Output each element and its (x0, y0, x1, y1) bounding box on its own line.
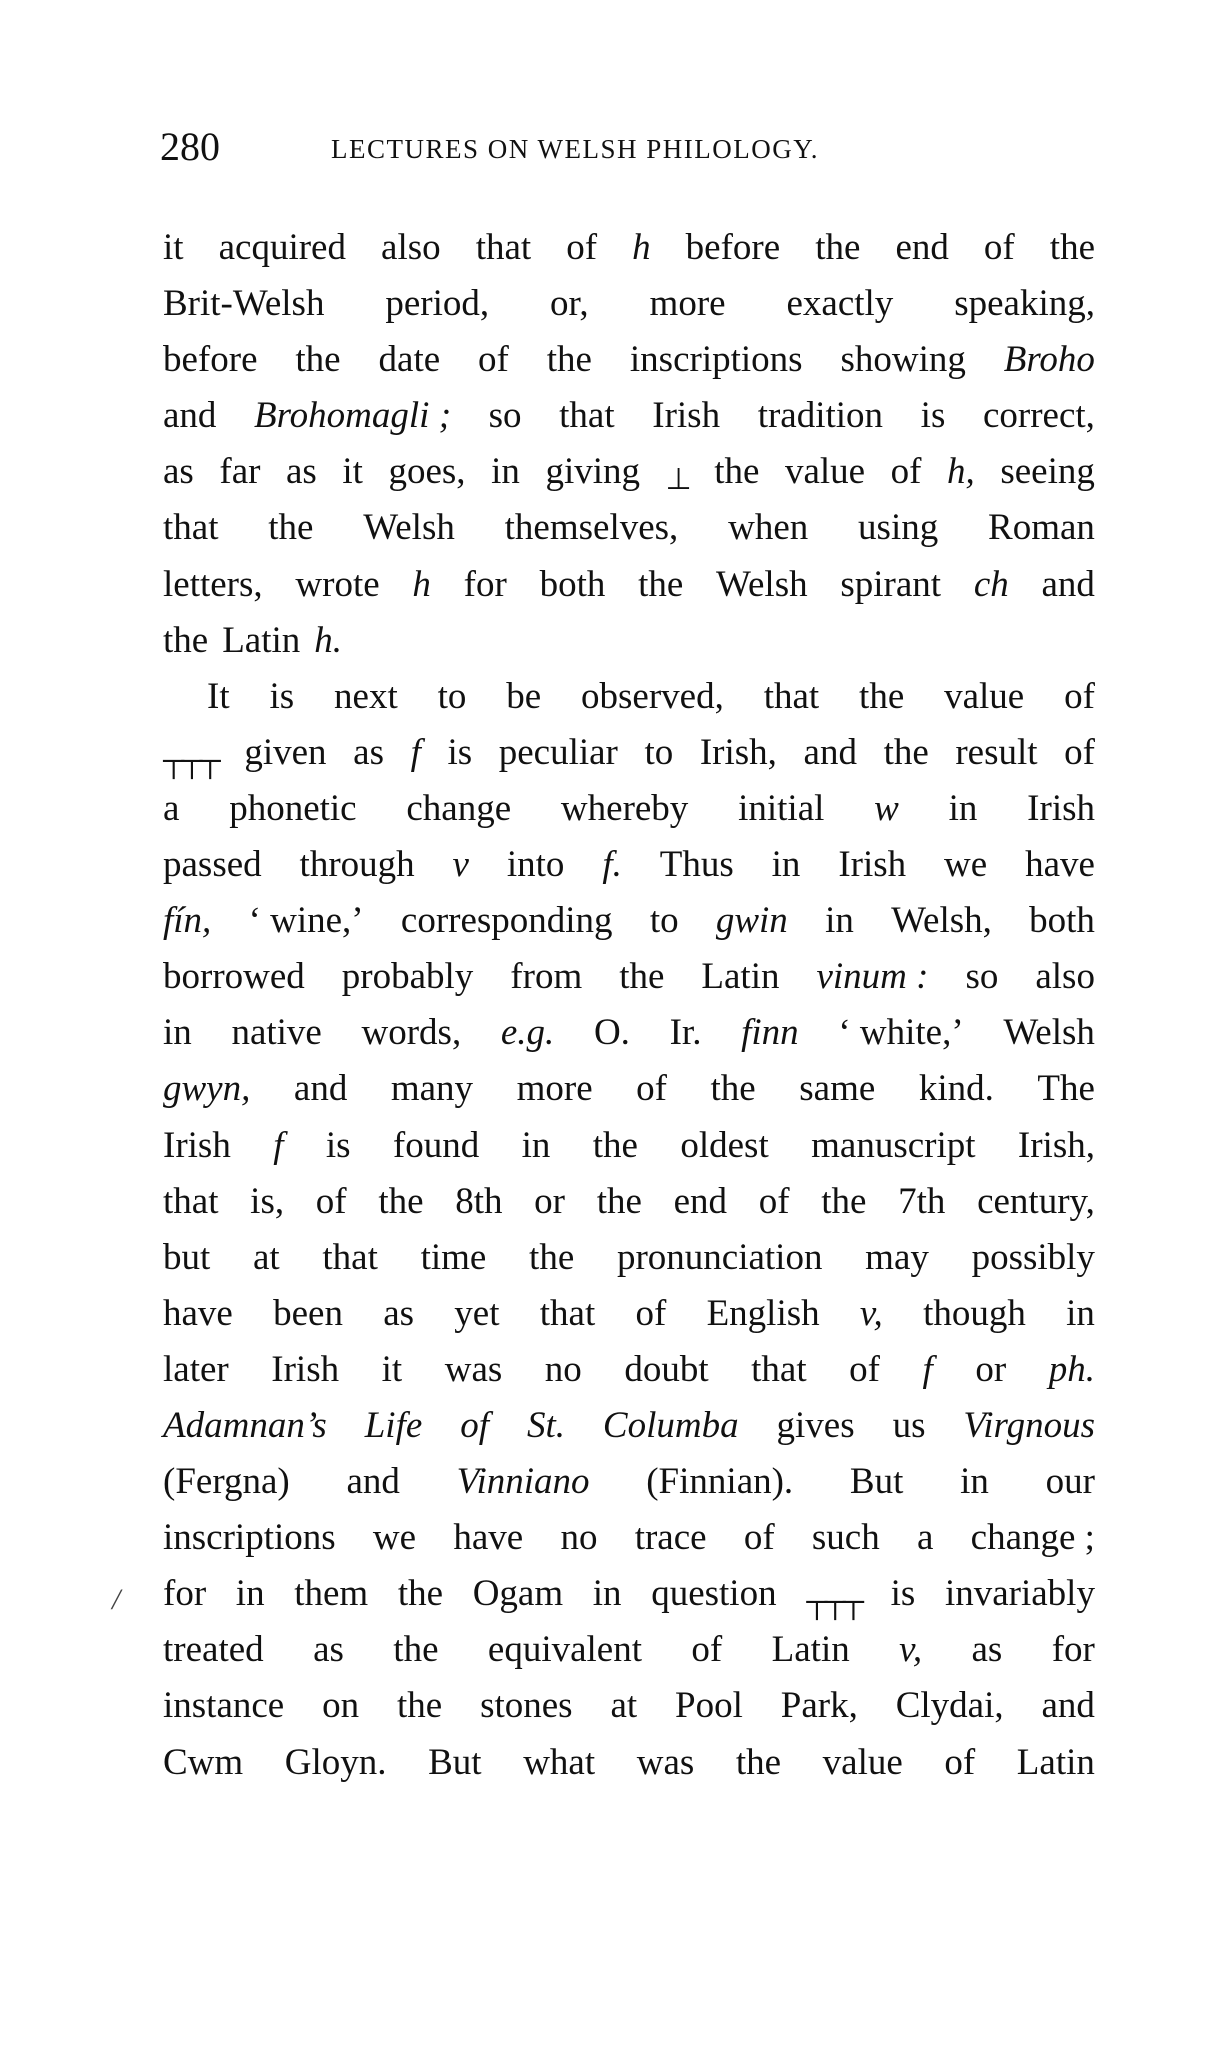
word: spirant (840, 563, 942, 605)
running-head (160, 122, 1100, 172)
word: e.g. (500, 1012, 555, 1054)
word: that (751, 1348, 807, 1390)
word: though (923, 1292, 1026, 1334)
page-number: 280 (160, 124, 220, 169)
word: so (965, 956, 999, 998)
word: many (390, 1068, 474, 1110)
word: h. (314, 619, 343, 661)
word: of (636, 1068, 667, 1110)
word: more (516, 1068, 593, 1110)
word: of (849, 1348, 880, 1390)
word: probably (341, 956, 474, 998)
word: of (983, 227, 1015, 268)
word: acquired (218, 227, 346, 268)
word: the (883, 731, 929, 773)
word: in (771, 844, 801, 886)
word: Columba (602, 1404, 739, 1446)
word: that (322, 1236, 378, 1278)
word: words, (361, 1012, 462, 1054)
word: themselves, (504, 507, 679, 549)
word: Welsh (716, 563, 808, 605)
word: v (452, 844, 469, 886)
word: in (948, 787, 978, 829)
word: far (219, 451, 261, 493)
word: is (447, 731, 473, 773)
word: the (1049, 227, 1095, 268)
word: and (1041, 1685, 1095, 1727)
word: period, (385, 283, 490, 325)
word: in (960, 1461, 989, 1503)
word: result (955, 731, 1038, 773)
word: the (714, 451, 760, 493)
word: goes, (388, 451, 466, 493)
word: change ; (970, 1517, 1095, 1559)
word: Irish (1027, 787, 1095, 829)
text-line (163, 1735, 1095, 1791)
text-line (163, 613, 1095, 669)
word: the (268, 507, 314, 549)
word: the (638, 563, 684, 605)
word: have (453, 1517, 524, 1559)
body-text (163, 220, 1095, 1791)
word: a (916, 1517, 934, 1559)
word: us (892, 1404, 926, 1446)
word: same (799, 1068, 876, 1110)
word: have (1025, 844, 1095, 886)
word: Ir. (669, 1012, 702, 1054)
word: change (406, 787, 512, 829)
word: the (592, 1124, 638, 1166)
word: value (944, 675, 1025, 717)
word: letters, (163, 563, 263, 605)
word: Latin (222, 619, 301, 661)
word: Latin (771, 1629, 850, 1671)
word: borrowed (163, 956, 305, 998)
word: inscriptions (163, 1517, 336, 1559)
word: in (825, 900, 854, 942)
word: trace (634, 1517, 707, 1559)
word: no (560, 1517, 598, 1559)
word: ‘ white,’ (838, 1012, 964, 1054)
word: the (821, 1180, 867, 1222)
word: century, (977, 1180, 1095, 1222)
word: doubt (624, 1348, 709, 1390)
word: manuscript (811, 1124, 976, 1166)
word: that (763, 675, 820, 717)
word: observed, (581, 675, 724, 717)
word: at (610, 1685, 638, 1727)
word: the (859, 675, 905, 717)
word: as (286, 451, 317, 493)
word: showing (840, 339, 966, 381)
word: is, (250, 1180, 285, 1222)
word: Irish, (699, 731, 777, 773)
word: native (231, 1012, 322, 1054)
word: value (784, 451, 866, 493)
word: both (539, 563, 606, 605)
word: phonetic (229, 787, 357, 829)
word: whereby (560, 787, 689, 829)
word: h (632, 227, 651, 268)
word: also (381, 227, 441, 268)
word: later (163, 1348, 229, 1390)
word: and (293, 1068, 348, 1110)
word: the (596, 1180, 642, 1222)
word: end (895, 227, 949, 268)
word: the (393, 1629, 439, 1671)
word: But (428, 1741, 482, 1783)
word: also (1035, 956, 1095, 998)
word: time (420, 1236, 487, 1278)
word: Latin (1016, 1741, 1095, 1783)
word: the (710, 1068, 756, 1110)
word: initial (738, 787, 825, 829)
word: invariably (944, 1573, 1095, 1615)
word: as (971, 1629, 1003, 1671)
word: value (822, 1741, 903, 1783)
word: corresponding (400, 900, 613, 942)
word: that (559, 395, 615, 437)
word: v, (899, 1629, 923, 1671)
word: gwin (715, 900, 788, 942)
word: them (294, 1573, 369, 1615)
word: have (163, 1292, 233, 1334)
word: possibly (971, 1236, 1095, 1278)
word: in (1066, 1292, 1095, 1334)
word: that (475, 227, 532, 268)
text-line (163, 1342, 1095, 1398)
word: Welsh (363, 507, 455, 549)
word: found (392, 1124, 480, 1166)
word: using (858, 507, 939, 549)
word: or (975, 1348, 1007, 1390)
word: so (488, 395, 522, 437)
word: to (649, 900, 679, 942)
word: of (743, 1517, 775, 1559)
word: and (163, 395, 217, 437)
word: is (890, 1573, 916, 1615)
word: f (273, 1124, 284, 1166)
word: But (849, 1461, 904, 1503)
word: v, (859, 1292, 883, 1334)
word: or, (550, 283, 589, 325)
word: yet (454, 1292, 500, 1334)
word: the (397, 1573, 444, 1615)
word: Irish, (1017, 1124, 1095, 1166)
word: that (539, 1292, 596, 1334)
word: of (478, 339, 509, 381)
word: as (383, 1292, 415, 1334)
word: for (463, 563, 507, 605)
word: Thus (659, 844, 734, 886)
word: as (163, 451, 194, 493)
word: and (346, 1461, 400, 1503)
text-line (163, 1678, 1095, 1734)
word: (Fergna) (163, 1461, 290, 1503)
text-line (163, 1622, 1095, 1678)
word: in (235, 1573, 265, 1615)
text-line (163, 220, 1095, 276)
word: and (1041, 563, 1095, 605)
word: the (546, 339, 592, 381)
word: Park, (780, 1685, 858, 1727)
word: It (207, 675, 230, 717)
word: The (1037, 1068, 1095, 1110)
word: it (163, 227, 184, 268)
word: that (163, 1180, 219, 1222)
word: h (412, 563, 431, 605)
word: the (815, 227, 861, 268)
text-line (163, 1286, 1095, 1342)
word: and (803, 731, 857, 773)
word: Welsh (1003, 1012, 1095, 1054)
word: gives (776, 1404, 855, 1446)
word: Adamnan’s (163, 1404, 327, 1446)
word: Latin (701, 956, 780, 998)
ogam-character: ┬┬┬ (806, 1585, 861, 1619)
word: in (491, 451, 520, 493)
word: we (944, 844, 988, 886)
word: seeing (1000, 451, 1095, 493)
word: Irish (652, 395, 721, 437)
word: the (163, 619, 209, 661)
word: Pool (675, 1685, 743, 1727)
word: in (163, 1012, 192, 1054)
word: of (635, 1292, 667, 1334)
word: of (691, 1629, 723, 1671)
word: may (865, 1236, 929, 1278)
word: vinum : (816, 956, 929, 998)
word: no (544, 1348, 582, 1390)
word: gwyn, (163, 1068, 251, 1110)
text-line (163, 276, 1095, 332)
word: question (651, 1573, 777, 1615)
word: f (922, 1348, 933, 1390)
word: f. (602, 844, 622, 886)
text-line (163, 500, 1095, 556)
word: 8th (455, 1180, 503, 1222)
word: in (521, 1124, 551, 1166)
word: Gloyn. (284, 1741, 387, 1783)
word: tradition (757, 395, 884, 437)
word: for (163, 1573, 207, 1615)
word: Virgnous (963, 1404, 1095, 1446)
word: our (1045, 1461, 1095, 1503)
text-line (163, 444, 1095, 500)
word: the (396, 1685, 443, 1727)
word: Irish (271, 1348, 340, 1390)
word: ‘ wine,’ (248, 900, 364, 942)
word: passed (163, 844, 262, 886)
text-line (163, 1566, 1095, 1622)
word: Irish (163, 1124, 231, 1166)
word: of (315, 1180, 347, 1222)
word: was (444, 1348, 503, 1390)
word: Irish (838, 844, 907, 886)
word: f (410, 731, 421, 773)
word: Welsh, (891, 900, 992, 942)
word: exactly (786, 283, 894, 325)
word: when (728, 507, 809, 549)
word: but (163, 1236, 211, 1278)
word: kind. (918, 1068, 994, 1110)
word: next (334, 675, 398, 717)
word: or (534, 1180, 565, 1222)
word: Vinniano (456, 1461, 590, 1503)
text-line (163, 1174, 1095, 1230)
word: Life (364, 1404, 423, 1446)
word: to (437, 675, 467, 717)
word: a (163, 787, 180, 829)
word: ch (973, 563, 1009, 605)
word: pronunciation (616, 1236, 823, 1278)
word: English (706, 1292, 820, 1334)
ogam-character: ┬┬┬ (163, 743, 218, 777)
word: date (378, 339, 441, 381)
word: the (529, 1236, 575, 1278)
word: w (874, 787, 899, 829)
word: Clydai, (895, 1685, 1004, 1727)
word: of (944, 1741, 976, 1783)
word: was (636, 1741, 695, 1783)
word: fín, (163, 900, 212, 942)
word: of (566, 227, 598, 268)
word: is (325, 1124, 351, 1166)
text-line (163, 1230, 1095, 1286)
word: the (378, 1180, 424, 1222)
word: stones (480, 1685, 573, 1727)
word: before (163, 339, 258, 381)
text-line (163, 669, 1095, 725)
word: from (510, 956, 583, 998)
word: of (1064, 731, 1095, 773)
text-line (163, 1454, 1095, 1510)
word: giving (545, 451, 640, 493)
word: Roman (988, 507, 1095, 549)
text-line (163, 781, 1095, 837)
text-line (163, 557, 1095, 613)
word: such (811, 1517, 880, 1559)
word: of (758, 1180, 790, 1222)
word: is (920, 395, 946, 437)
word: peculiar (498, 731, 618, 773)
word: (Finnian). (646, 1461, 794, 1503)
word: that (163, 507, 219, 549)
word: ph. (1048, 1348, 1095, 1390)
text-line (163, 893, 1095, 949)
word: of (1064, 675, 1095, 717)
word: the (619, 956, 665, 998)
word: Ogam (472, 1573, 564, 1615)
word: what (523, 1741, 596, 1783)
word: for (1051, 1629, 1095, 1671)
ogam-character: ⊥ (665, 463, 689, 497)
word: of (890, 451, 922, 493)
text-line (163, 1005, 1095, 1061)
word: we (372, 1517, 417, 1559)
word: Brit-Welsh (163, 283, 325, 325)
word: is (269, 675, 295, 717)
word: both (1029, 900, 1095, 942)
word: it (342, 451, 363, 493)
word: before (685, 227, 781, 268)
word: the (295, 339, 341, 381)
word: it (381, 1348, 403, 1390)
word: St. (526, 1404, 565, 1446)
word: through (299, 844, 415, 886)
word: end (673, 1180, 728, 1222)
word: as (353, 731, 384, 773)
text-line (163, 949, 1095, 1005)
text-line (163, 388, 1095, 444)
word: 7th (898, 1180, 946, 1222)
text-line (163, 1510, 1095, 1566)
word: finn (741, 1012, 799, 1054)
word: treated (163, 1629, 264, 1671)
word: instance (163, 1685, 285, 1727)
word: correct, (982, 395, 1095, 437)
word: into (506, 844, 565, 886)
text-line (163, 1398, 1095, 1454)
word: more (649, 283, 726, 325)
word: in (592, 1573, 622, 1615)
word: to (644, 731, 674, 773)
word: given (244, 731, 327, 773)
word: speaking, (954, 283, 1095, 325)
text-line (163, 332, 1095, 388)
word: on (322, 1685, 360, 1727)
running-title: LECTURES ON WELSH PHILOLOGY. (331, 134, 820, 164)
word: the (735, 1741, 782, 1783)
word: Broho (1003, 339, 1095, 381)
word: been (273, 1292, 343, 1334)
word: O. (593, 1012, 630, 1054)
word: be (506, 675, 542, 717)
word: as (313, 1629, 344, 1671)
margin-pencil-mark: / (112, 1583, 121, 1616)
word: Cwm (163, 1741, 244, 1783)
text-line (163, 837, 1095, 893)
word: at (252, 1236, 280, 1278)
word: of (460, 1404, 489, 1446)
word: inscriptions (629, 339, 803, 381)
text-line (163, 1061, 1095, 1117)
word: h, (947, 451, 975, 493)
word: Brohomagli ; (254, 395, 452, 437)
word: wrote (295, 563, 380, 605)
word: oldest (680, 1124, 769, 1166)
word: equivalent (487, 1629, 643, 1671)
text-line (163, 725, 1095, 781)
text-line (163, 1118, 1095, 1174)
